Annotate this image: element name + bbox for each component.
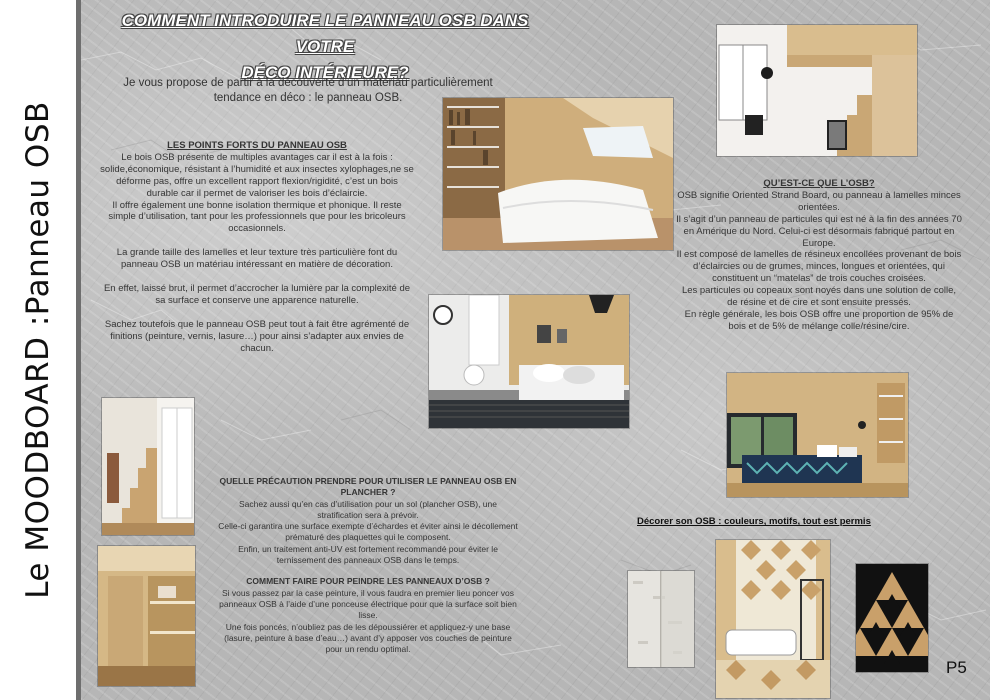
points-forts-p1: Le bois OSB présente de multiples avantages car il est à la fois : solide,économique, résistant à l’humidité et aux insectes xylophages,ne se déforme pas, offre un excellent rapport flexion/rigidité, c’est un bois durable car il permet de valoriser les bois d’éclaircie. [100,151,414,199]
photo-osb-living-room [428,294,630,429]
quest-ce-p1: OSB signifie Oriented Strand Board, ou panneau à lamelles minces orientées. [677,189,961,213]
peindre-p1: Si vous passez par la case peinture, il vous faudra en premier lieu poncer vos panneaux OSB à l’aide d’une ponceuse électrique pour que la surface soit bien lisse. [219,587,517,621]
peindre-p2: Une fois poncés, n’oubliez pas de les dépoussiérer et appliquez-y une base (lasure, peinture à base d’eau…) avant d’y apposer vos couches de peinture pour un rendu optimal. [224,621,512,655]
photo-loft-stairs [716,24,918,157]
points-forts-p2: Il offre également une bonne isolation thermique et phonique. Il reste simple d’utilisation, tant pour les professionnels que pour les bricoleurs occasionnels. [108,199,406,235]
photo-osb-shelves [97,545,196,687]
peindre-heading: COMMENT FAIRE POUR PEINDRE LES PANNEAUX D’OSB ? [246,576,490,587]
intro-line-1: Je vous propose de partir à la découverte d’un matériau particulièrement [123,77,493,89]
intro-line-2: tendance en déco : le panneau OSB. [213,92,403,104]
photo-bathroom-pattern [715,539,831,699]
quest-ce-heading: QU’EST-CE QUE L’OSB? [763,178,875,189]
precaution-p2: Celle-ci garantira une surface exempte d’échardes et éviter ainsi le décollement prématuré des plaquettes qui le composent. [218,521,518,543]
photo-attic-bedroom [442,97,674,251]
points-forts-p5: Sachez toutefois que le panneau OSB peut tout à fait être agrémenté de finitions (peinture, vernis, lasure…) pour ainsi s’adapter aux envies de chacun. [104,318,410,354]
quest-ce-p4: Les particules ou copeaux sont noyés dans une solution de colle, de résine et de cire et sont ensuite pressés. [681,285,957,309]
side-title: Le MOODBOARD :Panneau OSB [20,101,56,599]
side-band [0,0,76,700]
page-title-line-2: DÉCO INTÉRIEURE? [241,63,409,82]
page-title-line-1: COMMENT INTRODUIRE LE PANNEAU OSB DANS VOTRE [121,11,529,56]
precaution-heading: QUELLE PRÉCAUTION PRENDRE POUR UTILISER LE PANNEAU OSB EN PLANCHER ? [219,476,517,498]
precaution-p1: Sachez aussi qu’en cas d’utilisation pour un sol (plancher OSB), une stratification sera à prévoir. [239,498,497,520]
deco-section-title: Décorer son OSB : couleurs, motifs, tout est permis [637,516,871,527]
photo-osb-bedroom-window [726,372,909,498]
photo-white-painted-osb [627,570,695,668]
points-forts-section [100,140,414,355]
points-forts-heading: LES POINTS FORTS DU PANNEAU OSB [167,140,347,151]
points-forts-p3: La grande taille des lamelles et leur texture très particulière font du panneau OSB un matériau intéressant en matière de décoration. [116,247,398,271]
quest-ce-p2: Il s’agit d’un panneau de particules qui est né à la fin des années 70 en Amérique du Nord. Celui-ci est désormais fabriqué partout en Europe. [676,213,962,249]
quest-ce-section [676,178,962,333]
quest-ce-p3: Il est composé de lamelles de résineux encollées provenant de bois d’éclaircies ou de grumes, minces, longues et orientées, qui constituent un “matelas” de trois couches croisées. [676,249,962,285]
photo-triangle-pattern [855,563,929,673]
page-title [100,8,550,86]
precaution-p3: Enfin, un traitement anti-UV est fortement recommandé pour éviter le ternissement des panneaux OSB dans le temps. [238,543,498,566]
points-forts-p4: En effet, laissé brut, il permet d’accrocher la lumière par la complexité de sa surface et conserve une apparence naturelle. [103,283,411,306]
photo-osb-staircase [101,397,195,536]
page-number: P5 [946,658,967,677]
precaution-section [218,476,518,655]
quest-ce-p5: En règle générale, les bois OSB offre une proportion de 95% de bois et de 5% de mélange colle/résine/cire. [684,308,954,332]
